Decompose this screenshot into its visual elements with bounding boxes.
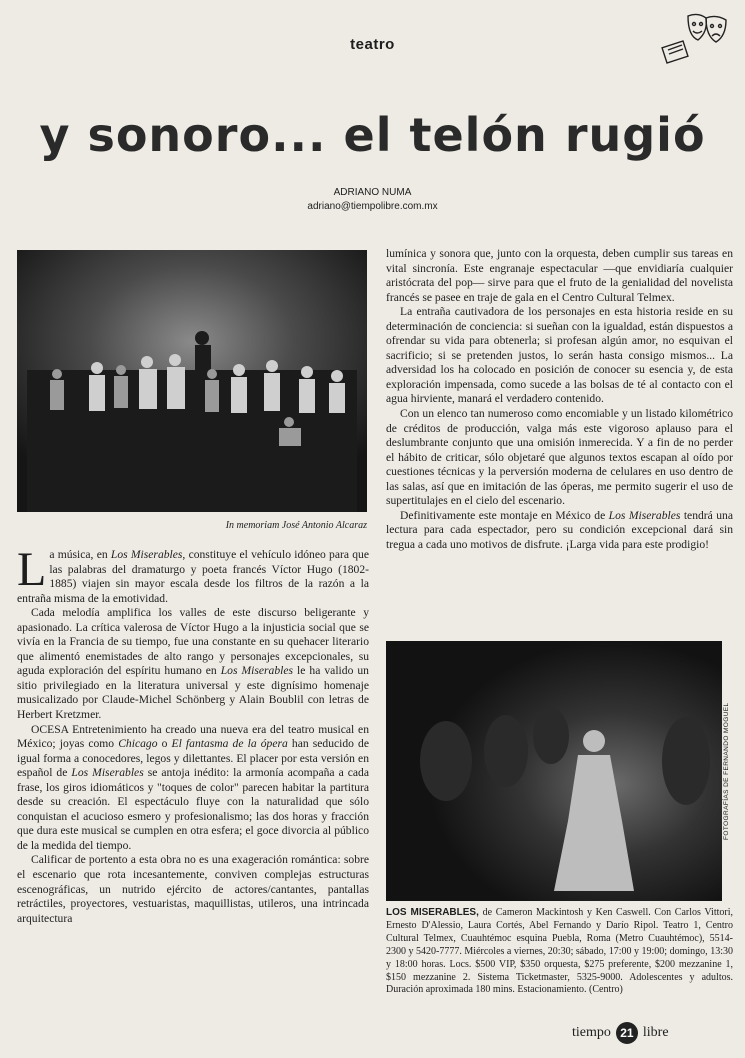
page-number: 21 <box>616 1022 638 1044</box>
article-column-1 <box>17 543 370 926</box>
author-name: ADRIANO NUMA <box>333 187 412 198</box>
show-title: LOS MISERABLES, <box>386 907 479 918</box>
paragraph: Con un elenco tan numeroso como encomiable y un listado kilométrico de créditos de producción, valga más este vigoroso aplauso para el deslumbrante conjunto que una omisión inmerecida. Y a fin de no perder el hábito de criticar, sólo objetaré que algunos textos escapan al oído por cuestiones técnicas y la perversión moderna de celulares en uso dentro de las salas, así que en imitación de las óperas, me permito sugerir el uso de supertitulajes en el cielo del escenario. <box>386 407 733 508</box>
photo1-caption: In memoriam José Antonio Alcaraz <box>225 520 367 531</box>
author-email[interactable]: adriano@tiempolibre.com.mx <box>307 201 438 212</box>
theater-masks-logo <box>660 10 732 66</box>
paragraph: Cada melodía amplifica los valles de este discurso beligerante y apasionado. La crítica valerosa de Víctor Hugo a la injusticia social que se vivía en la Francia de su tiempo, fue una constante en su quehacer literario que alimentó enemistades de alto rango y personajes excepcionales, su aguda exploración del espíritu humano en Los Miserables le ha valido un sitio privilegiado en la literatura universal y este dignísimo homenaje musicalizado por Claude-Michel Schönberg y Alain Boublil con letras de Herbert Kretzmer. <box>17 606 369 722</box>
paragraph: Definitivamente este montaje en México de Los Miserables tendrá una lectura para cada espectador, pero su condición excepcional dará sin tregua a cada uno motivos de disfrute. ¡Larga vida para este prodigio! <box>386 508 733 551</box>
byline <box>0 186 745 214</box>
footer-brand-left: tiempo <box>572 1025 611 1040</box>
cast-stage-photo <box>17 250 367 512</box>
article-title: y sonoro... el telón rugió <box>39 108 706 162</box>
drop-cap: L <box>17 543 47 596</box>
show-details: de Cameron Mackintosh y Ken Caswell. Con Carlos Vittori, Ernesto D'Alessio, Laura Cortés, Abel Fernando y Darío Ripol. Teatro 1, Centro Cultural Telmex, Cuauhtémoc esquina Puebla, Roma (Metro Cuauhtémoc), 5514-2300 y 5420-7777. Miércoles a viernes, 20:30; sábado, 17:00 y 19:00; domingo, 13:30 y 18:00 horas. Locs. $500 VIP, $350 orquesta, $275 preferente, $200 mezzanine 1, $150 mezzanine 2. Sistema Ticketmaster, 5325-9000. Adolescentes y adultos. Duración aproximada 180 mins. Estacionamiento. (Centro) <box>386 907 733 996</box>
paragraph: OCESA Entretenimiento ha creado una nueva era del teatro musical en México; joyas como Chicago o El fantasma de la ópera han seducido de igual forma a conocedores, legos y dilettantes. El placer por esta versión en español de Los Miserables se antoja inédito: la armonía acompaña a cada frase, los giros idiomáticos y "toques de color" parecen habitar la partitura desde su creación. El espectáculo fluye con la naturalidad que sólo conquistan el acucioso esmero y profesionalismo; las dos horas y fracción que dura este musical se cumplen en otra esfera; el goce divorcia al público de la medida del tiempo. <box>17 722 370 852</box>
performer-stage-photo <box>386 641 722 901</box>
paragraph: La entraña cautivadora de los personajes en esta historia reside en su determinación de conciencia: si sueñan con la igualdad, están dispuestos a ofrendar su vida para obtenerla; si profesan algún amor, no esquivan el sacrificio; si se pretenden justos, lo serán hasta consigo mismos... La adversidad los ha colocado en posición de conocer su esencia y, de esta exploración impensada, como sucede a las bolsas de té al contacto con el agua hirviente, manará el verdadero contenido. <box>386 305 733 406</box>
show-info <box>386 907 733 997</box>
paragraph: La música, en Los Miserables, constituye el vehículo idóneo para que las palabras del dramaturgo y poeta francés Víctor Hugo (1802-1885) viajen sin mayor escala desde los filtros de la razón a la entraña misma de la emotividad. <box>17 543 369 605</box>
paragraph: Calificar de portento a esta obra no es una exageración romántica: sobre el escenario que rota incesantemente, conviven complejas estructuras escenográficas, un nutrido ejército de actores/cantantes, pantallas retráctiles, proyectores, vestuaristas, maquillistas, utileros, una intrincada arquitectura <box>17 853 369 925</box>
footer-brand-right: libre <box>642 1025 669 1040</box>
page-footer <box>572 1022 742 1044</box>
section-label: teatro <box>350 36 395 53</box>
photo-credit: FOTOGRAFÍAS DE FERNANDO MOGUEL <box>723 702 730 840</box>
article-column-2 <box>386 247 733 552</box>
paragraph: lumínica y sonora que, junto con la orquesta, deben cumplir sus tareas en vital sincronía. Este engranaje espectacular —que envidiaría cualquier aristócrata del pop— sirve para que el fruto de la genialidad del novelista francés se pasee en traje de gala en el Centro Cultural Telmex. <box>386 247 733 304</box>
